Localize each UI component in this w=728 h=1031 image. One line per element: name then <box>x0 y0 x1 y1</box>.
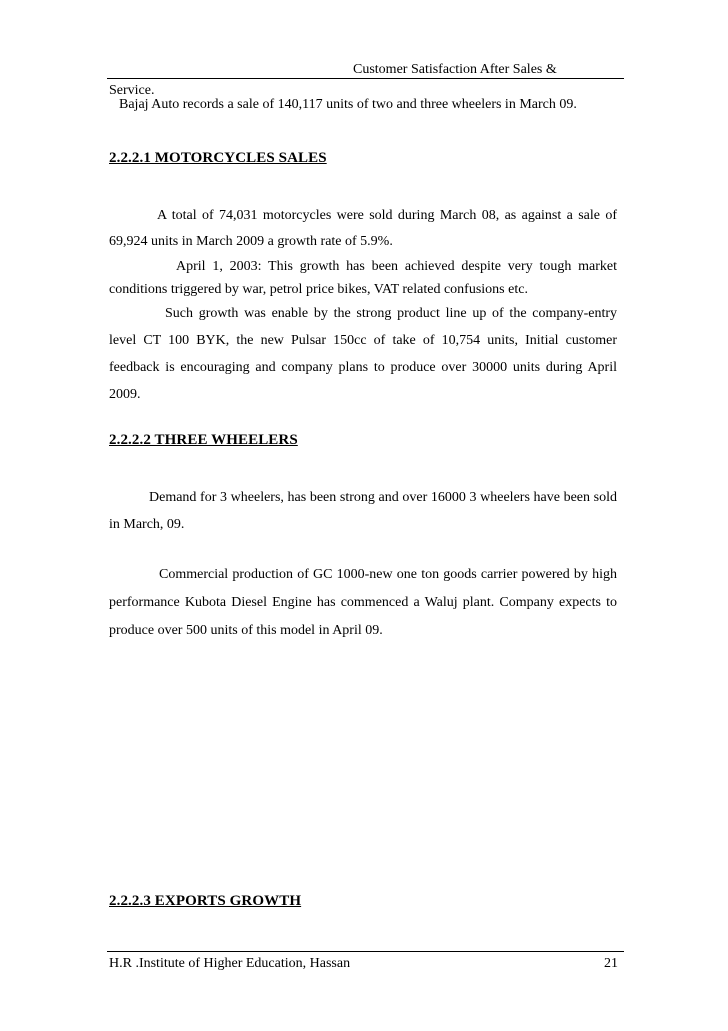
running-header-continuation: Service. <box>109 83 155 98</box>
paragraph-three-wheelers-1: Demand for 3 wheelers, has been strong and over 16000 3 wheelers have been sold in March, 09. <box>109 490 617 532</box>
section-heading-three-wheelers: 2.2.2.2 THREE WHEELERS <box>109 432 298 448</box>
paragraph-motorcycles-3: Such growth was enable by the strong product line up of the company-entry level CT 100 BYK, the new Pulsar 150cc of take of 10,754 units, Initial customer feedback is encouraging and company plans to produce over 30000 units during April 2009. <box>109 306 617 402</box>
paragraph-motorcycles-2: April 1, 2003: This growth has been achieved despite very tough market conditions triggered by war, petrol price bikes, VAT related confusions etc. <box>109 259 617 297</box>
section-heading-exports-growth: 2.2.2.3 EXPORTS GROWTH <box>109 893 302 909</box>
footer-institution: H.R .Institute of Higher Education, Hassan <box>109 956 351 971</box>
footer-divider <box>107 951 624 952</box>
header-divider <box>107 78 624 79</box>
paragraph-motorcycles-1: A total of 74,031 motorcycles were sold during March 08, as against a sale of 69,924 units in March 2009 a growth rate of 5.9%. <box>109 208 617 249</box>
running-header: Customer Satisfaction After Sales & <box>353 62 557 77</box>
section-heading-motorcycles-sales: 2.2.2.1 MOTORCYCLES SALES <box>109 150 327 166</box>
page-number: 21 <box>604 956 618 971</box>
paragraph-three-wheelers-2: Commercial production of GC 1000-new one ton goods carrier powered by high performance Kubota Diesel Engine has commenced a Waluj plant. Company expects to produce over 500 units of this model in April 09. <box>109 567 617 638</box>
intro-sentence: Bajaj Auto records a sale of 140,117 units of two and three wheelers in March 09. <box>119 97 577 112</box>
